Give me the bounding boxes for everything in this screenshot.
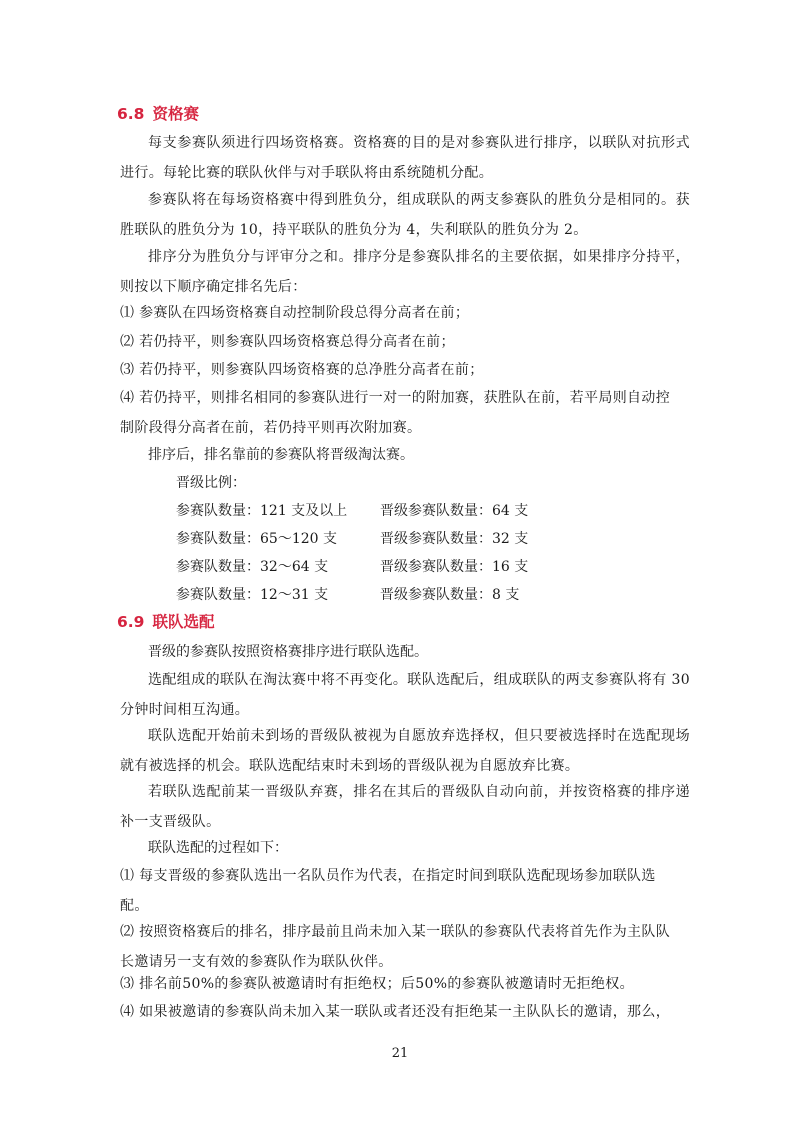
paragraph: 排序后，排名靠前的参赛队将晋级淘汰赛。 xyxy=(148,447,414,463)
section-heading-6-8 xyxy=(117,103,199,125)
ratio-advance: 晋级参赛队数量：32 支 xyxy=(380,531,529,547)
section-title: 资格赛 xyxy=(152,105,199,123)
page-number: 21 xyxy=(391,1046,409,1061)
section-title: 联队选配 xyxy=(152,613,215,631)
paragraph: 排序分为胜负分与评审分之和。排序分是参赛队排名的主要依据，如果排序分持平，则按以下顺序确定排名先后： xyxy=(120,249,690,295)
ratio-advance: 晋级参赛队数量：16 支 xyxy=(380,559,529,575)
ratio-label: 晋级比例： xyxy=(176,475,246,491)
section-heading-6-9 xyxy=(117,611,214,633)
rule-item: ⑶ 若仍持平，则参赛队四场资格赛的总净胜分高者在前； xyxy=(120,362,484,378)
paragraph: 晋级的参赛队按照资格赛排序进行联队选配。 xyxy=(148,644,428,660)
step-item: ⑶ 排名前50%的参赛队被邀请时有拒绝权；后50%的参赛队被邀请时无拒绝权。 xyxy=(120,976,634,992)
ratio-advance: 晋级参赛队数量：64 支 xyxy=(380,503,529,519)
ratio-teams: 参赛队数量：12～31 支 xyxy=(176,587,329,603)
section-number: 6.9 xyxy=(117,613,145,631)
step-item: ⑴ 每支晋级的参赛队选出一名队员作为代表，在指定时间到联队选配现场参加联队选配。 xyxy=(120,868,656,914)
ratio-teams: 参赛队数量：65～120 支 xyxy=(176,531,337,547)
paragraph: 每支参赛队须进行四场资格赛。资格赛的目的是对参赛队进行排序，以联队对抗形式进行。每轮比赛的联队伙伴与对手联队将由系统随机分配。 xyxy=(120,135,690,181)
rule-item: ⑵ 若仍持平，则参赛队四场资格赛总得分高者在前； xyxy=(120,334,455,350)
paragraph: 参赛队将在每场资格赛中得到胜负分，组成联队的两支参赛队的胜负分是相同的。获胜联队的胜负分为 10，持平联队的胜负分为 4，失利联队的胜负分为 2。 xyxy=(120,192,690,238)
ratio-teams: 参赛队数量：121 支及以上 xyxy=(176,503,348,519)
step-item: ⑵ 按照资格赛后的排名，排序最前且尚未加入某一联队的参赛队代表将首先作为主队队长邀请另一支有效的参赛队作为联队伙伴。 xyxy=(120,924,671,970)
section-number: 6.8 xyxy=(117,105,145,123)
paragraph: 联队选配的过程如下： xyxy=(148,840,288,856)
ratio-teams: 参赛队数量：32～64 支 xyxy=(176,559,329,575)
paragraph: 联队选配开始前未到场的晋级队被视为自愿放弃选择权，但只要被选择时在选配现场就有被选择的机会。联队选配结束时未到场的晋级队视为自愿放弃比赛。 xyxy=(120,728,690,774)
paragraph: 若联队选配前某一晋级队弃赛，排名在其后的晋级队自动向前，并按资格赛的排序递补一支晋级队。 xyxy=(120,784,690,830)
ratio-advance: 晋级参赛队数量：8 支 xyxy=(380,587,520,603)
paragraph: 选配组成的联队在淘汰赛中将不再变化。联队选配后，组成联队的两支参赛队将有 30 分钟时间相互沟通。 xyxy=(120,672,690,718)
step-item: ⑷ 如果被邀请的参赛队尚未加入某一联队或者还没有拒绝某一主队队长的邀请，那么， xyxy=(120,1004,671,1020)
rule-item: ⑷ 若仍持平，则排名相同的参赛队进行一对一的附加赛，获胜队在前，若平局则自动控制阶段得分高者在前，若仍持平则再次附加赛。 xyxy=(120,390,671,436)
rule-item: ⑴ 参赛队在四场资格赛自动控制阶段总得分高者在前； xyxy=(120,305,470,321)
